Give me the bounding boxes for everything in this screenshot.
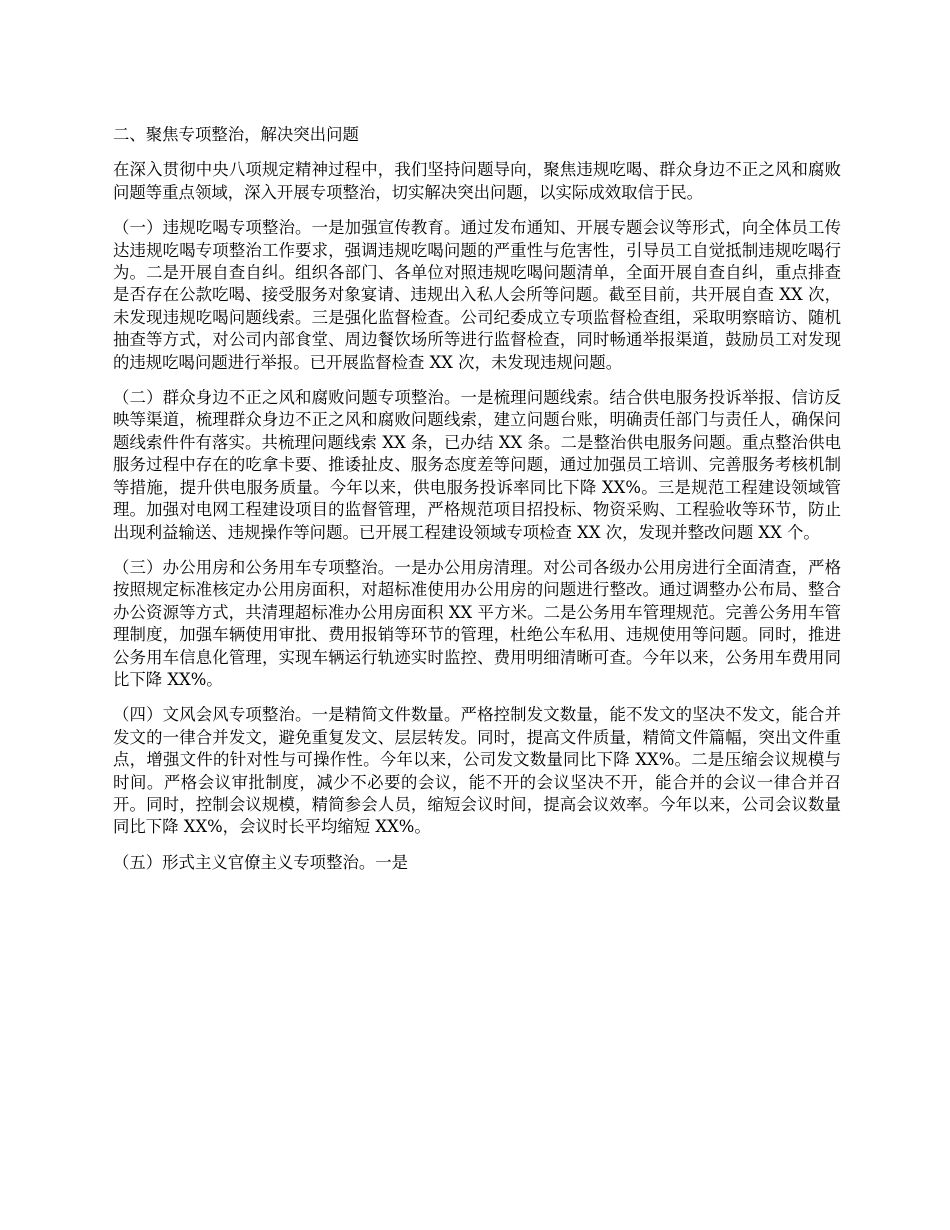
paragraph-corruption-rectification: （二）群众身边不正之风和腐败问题专项整治。一是梳理问题线索。结合供电服务投诉举报、信访反映等渠道，梳理群众身边不正之风和腐败问题线索，建立问题台账，明确责任部门与责任人，确保问题线索件件有落实。共梳理问题线索 XX 条，已办结 XX 条。二是整治供电服务问题。重点整治供电服务过程中存在的吃拿卡要、推诿扯皮、服务态度差等问题，通过加强员工培训、完善服务考核机制等措施，提升供电服务质量。今年以来，供电服务投诉率同比下降 XX%。三是规范工程建设领域管理。加强对电网工程建设项目的监督管理，严格规范项目招投标、物资采购、工程验收等环节，防止出现利益输送、违规操作等问题。已开展工程建设领域专项检查 XX 次，发现并整改问题 XX 个。	[113, 388, 841, 542]
paragraph-office-vehicle-rectification: （三）办公用房和公务用车专项整治。一是办公用房清理。对公司各级办公用房进行全面清查，严格按照规定标准核定办公用房面积，对超标准使用办公用房的问题进行整改。通过调整办公布局、整合办公资源等方式，共清理超标准办公用房面积 XX 平方米。二是公务用车管理规范。完善公务用车管理制度，加强车辆使用审批、费用报销等环节的管理，杜绝公车私用、违规使用等问题。同时，推进公务用车信息化管理，实现车辆运行轨迹实时监控、费用明细清晰可查。今年以来，公务用车费用同比下降 XX%。	[113, 557, 841, 689]
paragraph-formalism-rectification: （五）形式主义官僚主义专项整治。一是	[113, 852, 409, 872]
section-heading: 二、聚焦专项整治，解决突出问题	[113, 125, 359, 144]
paragraph-writing-meeting-rectification: （四）文风会风专项整治。一是精简文件数量。严格控制发文数量，能不发文的坚决不发文，能合并发文的一律合并发文，避免重复发文、层层转发。同时，提高文件质量，精简文件篇幅，突出文件重点，增强文件的针对性与可操作性。今年以来，公司发文数量同比下降 XX%。二是压缩会议规模与时间。严格会议审批制度，减少不必要的会议，能不开的会议坚决不开，能合并的会议一律合并召开。同时，控制会议规模，精简参会人员，缩短会议时间，提高会议效率。今年以来，公司会议数量同比下降 XX%，会议时长平均缩短 XX%。	[113, 705, 841, 837]
paragraph-dining-rectification: （一）违规吃喝专项整治。一是加强宣传教育。通过发布通知、开展专题会议等形式，向全体员工传达违规吃喝专项整治工作要求，强调违规吃喝问题的严重性与危害性，引导员工自觉抵制违规吃喝行为。二是开展自查自纠。组织各部门、各单位对照违规吃喝问题清单，全面开展自查自纠，重点排查是否存在公款吃喝、接受服务对象宴请、违规出入私人会所等问题。截至目前，共开展自查 XX 次，未发现违规吃喝问题线索。三是强化监督检查。公司纪委成立专项监督检查组，采取明察暗访、随机抽查等方式，对公司内部食堂、周边餐饮场所等进行监督检查，同时畅通举报渠道，鼓励员工对发现的违规吃喝问题进行举报。已开展监督检查 XX 次，未发现违规问题。	[113, 218, 841, 372]
document-body	[113, 124, 841, 887]
intro-paragraph: 在深入贯彻中央八项规定精神过程中，我们坚持问题导向，聚焦违规吃喝、群众身边不正之风和腐败问题等重点领域，深入开展专项整治，切实解决突出问题，以实际成效取信于民。	[113, 160, 841, 202]
